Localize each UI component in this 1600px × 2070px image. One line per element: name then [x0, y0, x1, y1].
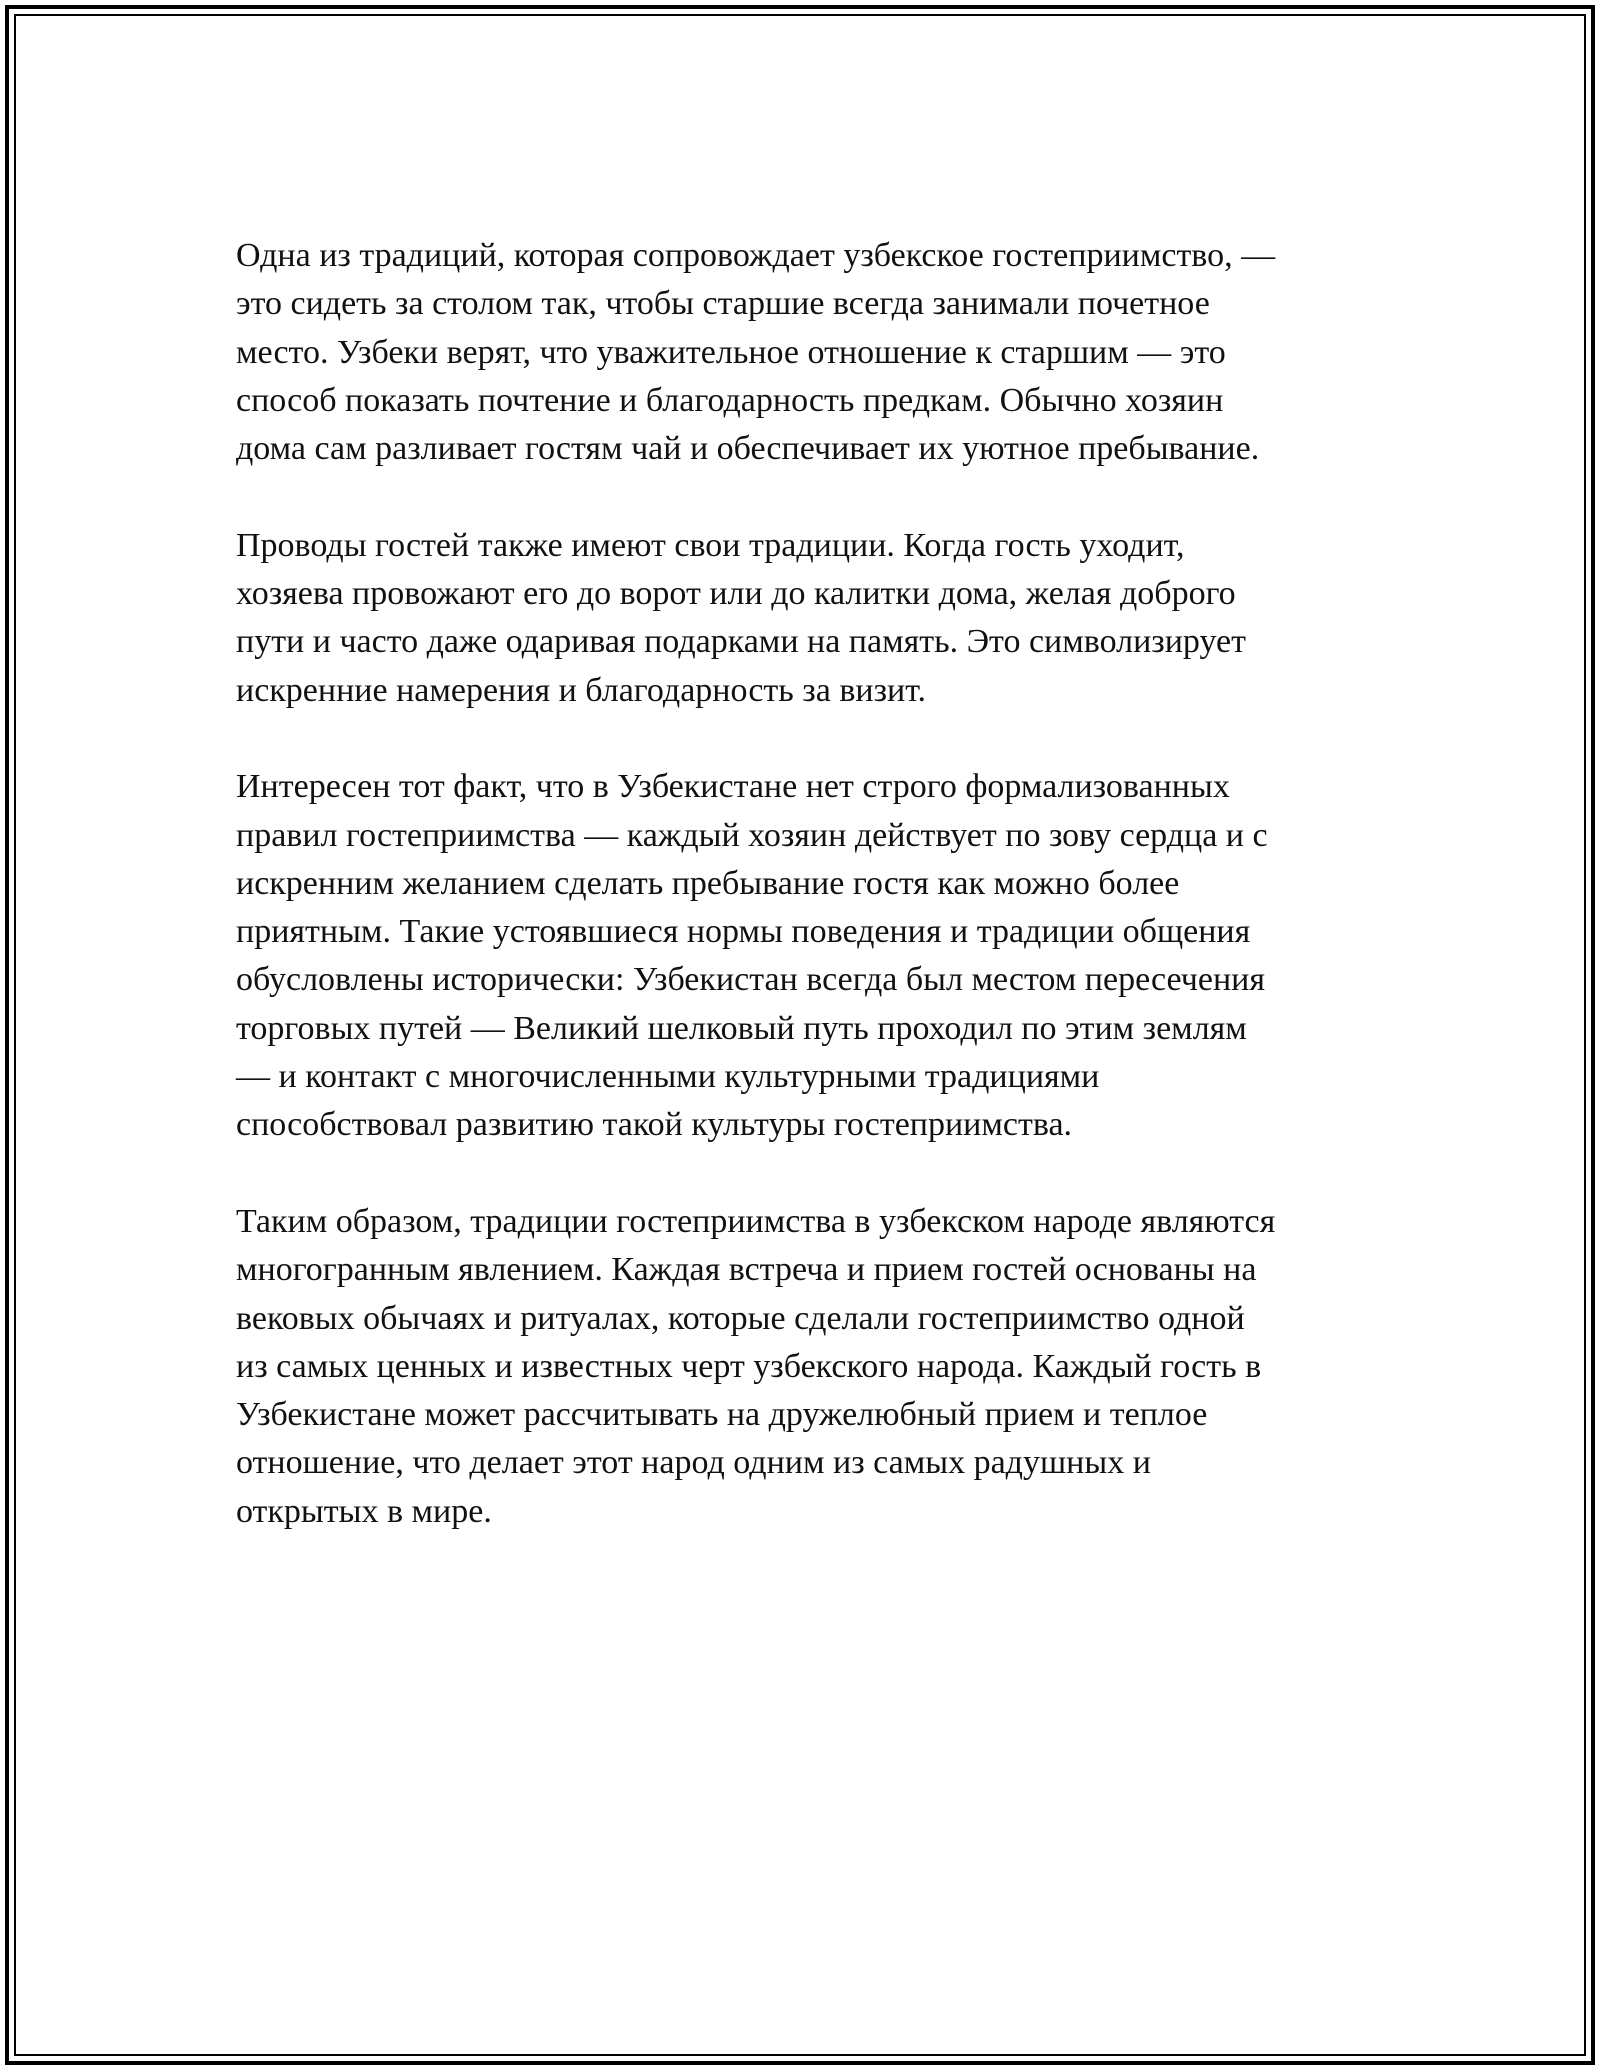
text-line: обусловлены исторически: Узбекистан всегда был местом пересечения [236, 961, 1265, 999]
paragraph-hospitality-table [236, 232, 1396, 473]
paragraph-historical-context [236, 763, 1396, 1149]
text-line: Одна из традиций, которая сопровождает узбекское гостеприимство, — [236, 237, 1276, 274]
text-line: — и контакт с многочисленными культурными традициями [236, 1058, 1100, 1096]
text-line: искренние намерения и благодарность за визит. [236, 671, 926, 709]
text-line: место. Узбеки верят, что уважительное отношение к старшим — это [236, 333, 1226, 371]
paragraph-seeing-off-guests [236, 522, 1396, 715]
text-line: Интересен тот факт, что в Узбекистане нет строго формализованных [236, 768, 1230, 806]
text-line: способствовал развитию такой культуры гостеприимства. [236, 1106, 1073, 1144]
text-line: из самых ценных и известных черт узбекского народа. Каждый гость в [236, 1347, 1262, 1385]
document-body [236, 232, 1396, 1584]
text-line: приятным. Такие устоявшиеся нормы поведения и традиции общения [236, 913, 1251, 951]
text-line: хозяева провожают его до ворот или до калитки дома, желая доброго [236, 575, 1236, 613]
text-line: Таким образом, традиции гостеприимства в узбекском народе являются [236, 1202, 1276, 1240]
text-line: это сидеть за столом так, чтобы старшие всегда занимали почетное [236, 285, 1210, 323]
text-line: открытых в мире. [236, 1492, 492, 1530]
text-line: дома сам разливает гостям чай и обеспечивает их уютное пребывание. [236, 430, 1260, 468]
text-line: способ показать почтение и благодарность предкам. Обычно хозяин [236, 381, 1224, 419]
text-line: отношение, что делает этот народ одним из самых радушных и [236, 1444, 1151, 1482]
text-line: пути и часто даже одаривая подарками на память. Это символизирует [236, 623, 1246, 661]
paragraph-conclusion [236, 1198, 1396, 1536]
text-line: вековых обычаях и ритуалах, которые сделали гостеприимство одной [236, 1299, 1245, 1337]
text-line: Проводы гостей также имеют свои традиции. Когда гость уходит, [236, 526, 1185, 564]
text-line: правил гостеприимства — каждый хозяин действует по зову сердца и с [236, 816, 1268, 854]
text-line: торговых путей — Великий шелковый путь проходил по этим землям [236, 1009, 1247, 1047]
text-line: Узбекистане может рассчитывать на дружелюбный прием и теплое [236, 1396, 1208, 1434]
text-line: многогранным явлением. Каждая встреча и прием гостей основаны на [236, 1251, 1257, 1289]
text-line: искренним желанием сделать пребывание гостя как можно более [236, 864, 1180, 902]
